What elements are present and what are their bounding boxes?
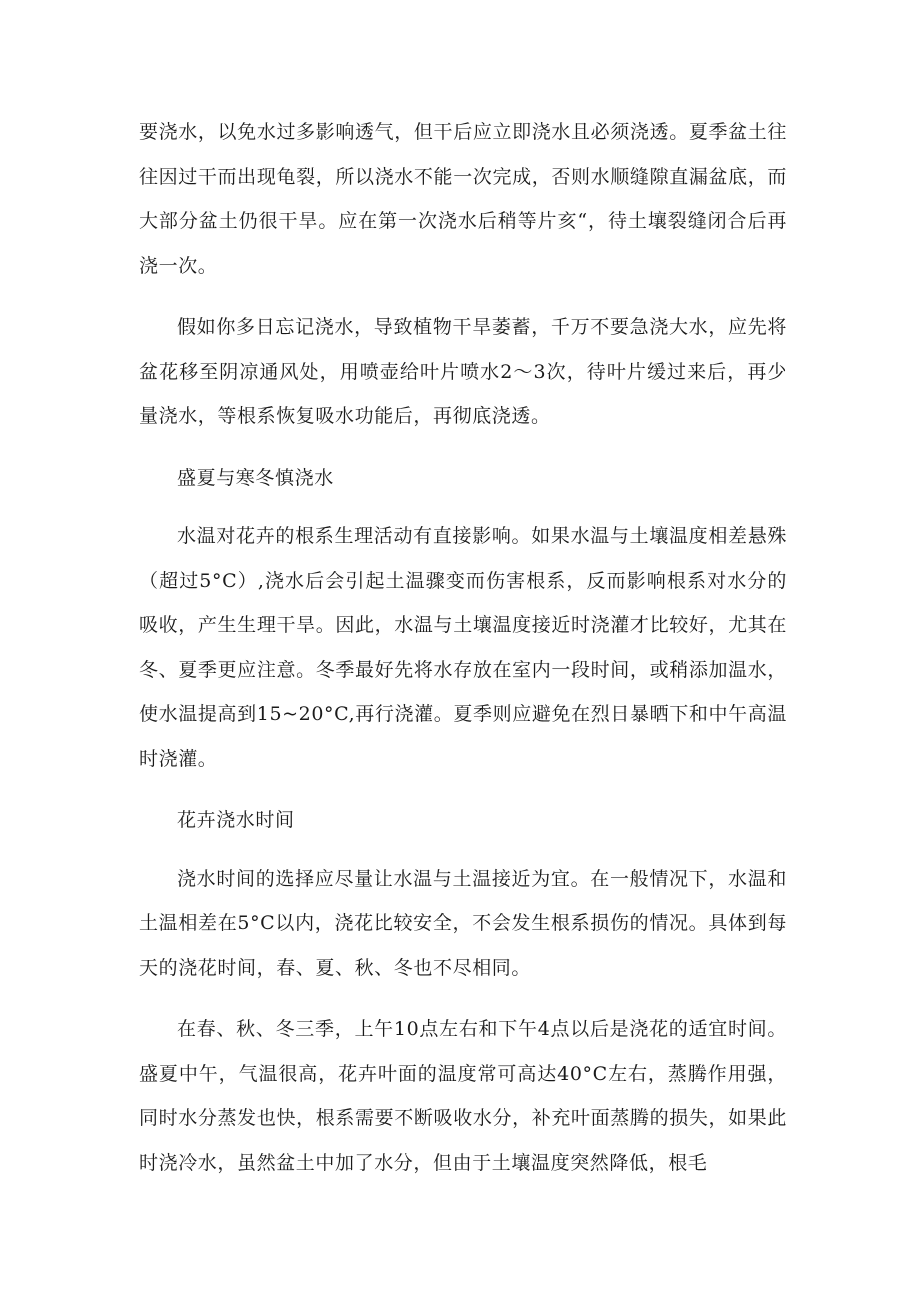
paragraph-5: 在春、秋、冬三季，上午10点左右和下午4点以后是浇花的适宜时间。盛夏中午，气温很高，花卉叶面的温度常可高达40°C左右，蒸腾作用强，同时水分蒸发也快，根系需要不断吸收水分，补充叶面蒸腾的损失，如果此时浇冷水，虽然盆土中加了水分，但由于土壤温度突然降低，根毛	[139, 1018, 787, 1174]
paragraph-1: 要浇水，以免水过多影响透气，但干后应立即浇水且必须浇透。夏季盆土往往因过干而出现龟裂，所以浇水不能一次完成，否则水顺缝隙直漏盆底，而大部分盆土仍很干旱。应在第一次浇水后稍等片亥“，待土壤裂缝闭合后再浇一次。	[139, 121, 787, 277]
paragraph-2: 假如你多日忘记浇水，导致植物干旱萎蓄，千万不要急浇大水，应先将盆花移至阴凉通风处，用喷壶给叶片喷水2～3次，待叶片缓过来后，再少量浇水，等根系恢复吸水功能后，再彻底浇透。	[139, 316, 787, 427]
paragraph-4: 浇水时间的选择应尽量让水温与土温接近为宜。在一般情况下，水温和土温相差在5°C以内，浇花比较安全，不会发生根系损伤的情况。具体到每天的浇花时间，春、夏、秋、冬也不尽相同。	[139, 867, 787, 979]
section-heading-1: 盛夏与寒冬慎浇水	[177, 466, 334, 489]
document-body	[139, 110, 787, 1202]
section-heading-2: 花卉浇水时间	[177, 809, 295, 831]
paragraph-3: 水温对花卉的根系生理活动有直接影响。如果水温与土壤温度相差悬殊（超过5°C）,浇水后会引起土温骤变而伤害根系，反而影响根系对水分的吸收，产生生理干旱。因此，水温与土壤温度接近时浇灌才比较好，尤其在冬、夏季更应注意。冬季最好先将水存放在室内一段时间，或稍添加温水，使水温提高到15~20°C,再行浇灌。夏季则应避免在烈日暴晒下和中午高温时浇灌。	[139, 525, 787, 770]
